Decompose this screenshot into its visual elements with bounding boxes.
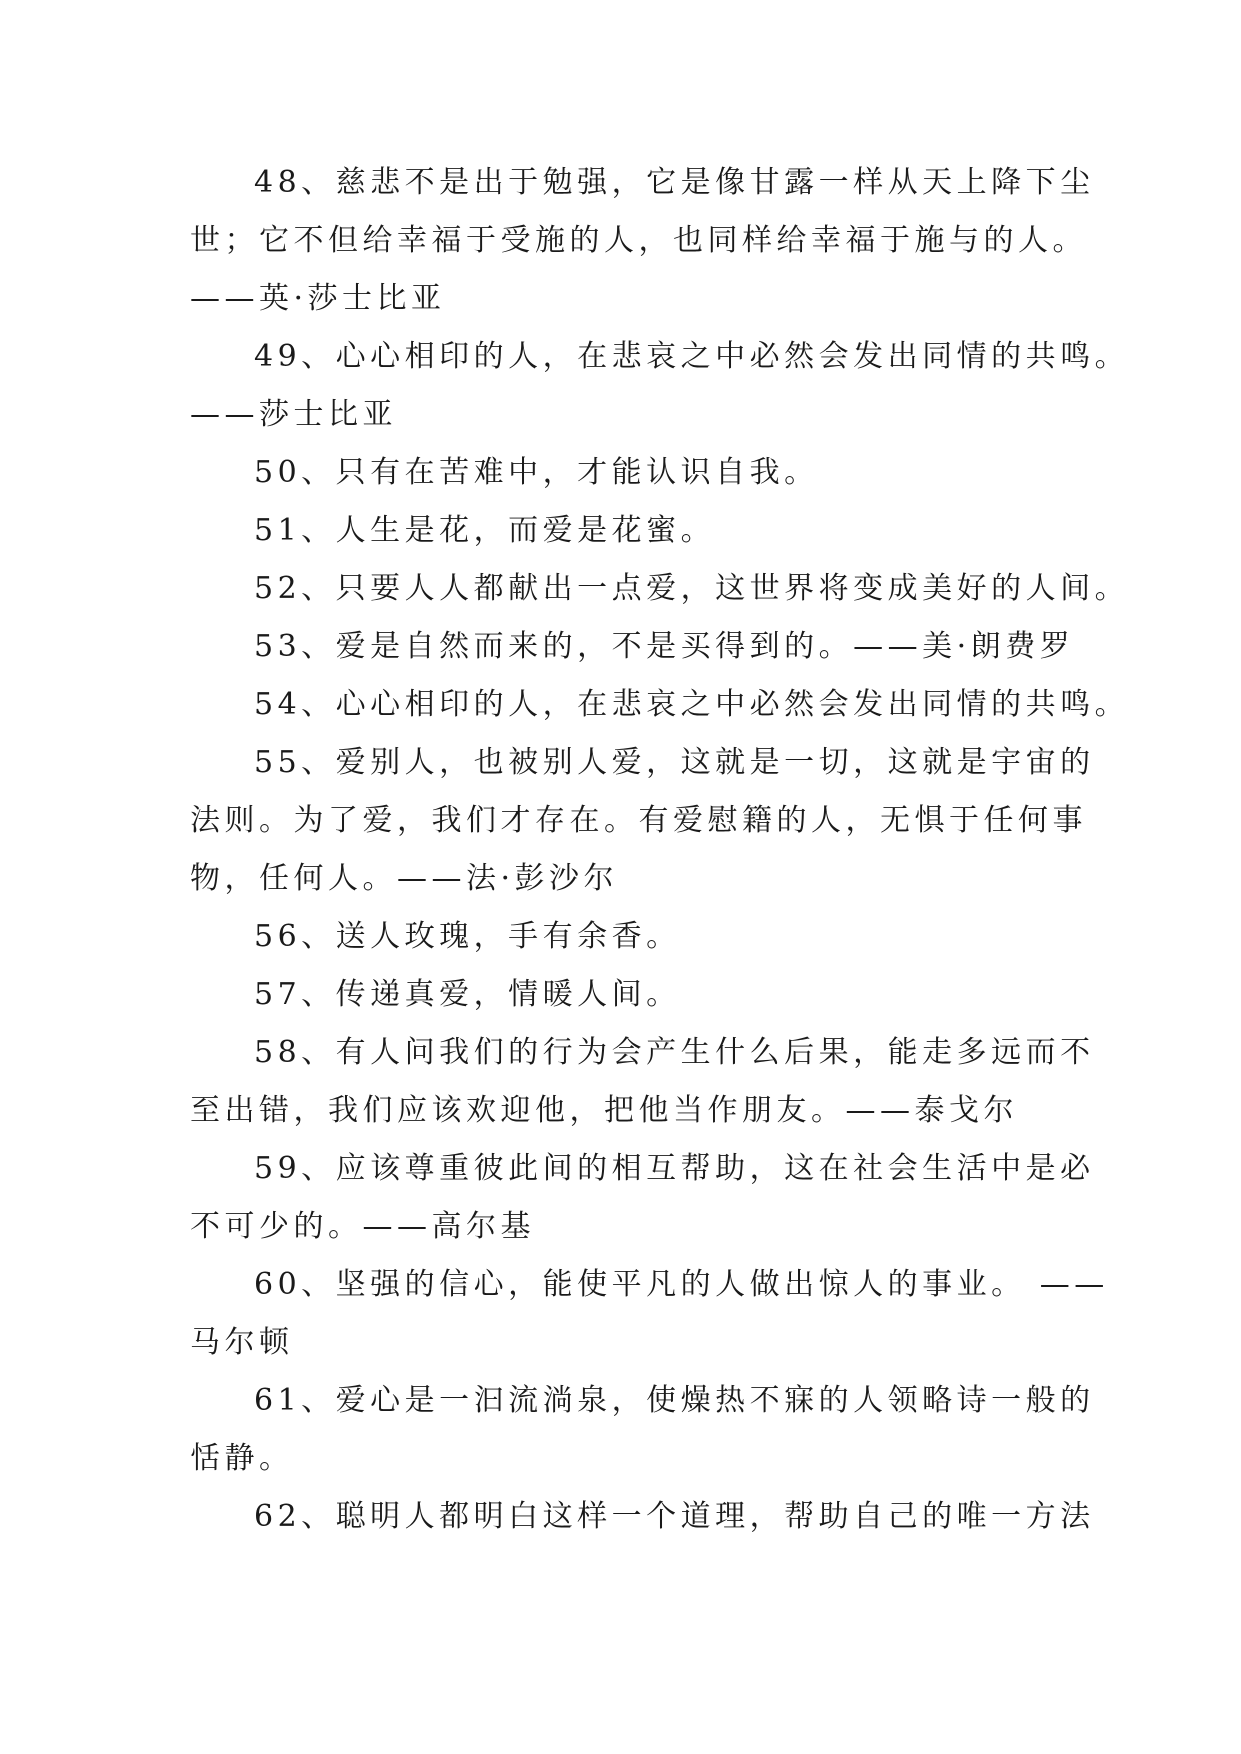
text-line: 50、只有在苦难中，才能认识自我。 bbox=[254, 455, 819, 490]
text-line: 恬静。 bbox=[190, 1441, 294, 1476]
text-line: 51、人生是花，而爱是花蜜。 bbox=[254, 513, 716, 548]
text-line: 世；它不但给幸福于受施的人，也同样给幸福于施与的人。 bbox=[190, 223, 1087, 258]
text-line: 60、坚强的信心，能使平凡的人做出惊人的事业。 —— bbox=[254, 1267, 1109, 1302]
text-line: 法则。为了爱，我们才存在。有爱慰籍的人，无惧于任何事 bbox=[190, 803, 1087, 838]
text-line: 52、只要人人都献出一点爱，这世界将变成美好的人间。 bbox=[254, 571, 1130, 606]
text-line: ——英·莎士比亚 bbox=[190, 281, 446, 316]
document-body bbox=[190, 154, 1130, 1546]
text-line: 物，任何人。——法·彭沙尔 bbox=[190, 861, 619, 896]
text-line: 58、有人问我们的行为会产生什么后果，能走多远而不 bbox=[254, 1035, 1095, 1070]
text-line: 49、心心相印的人，在悲哀之中必然会发出同情的共鸣。 bbox=[254, 339, 1130, 374]
text-line: 48、慈悲不是出于勉强，它是像甘露一样从天上降下尘 bbox=[254, 165, 1095, 200]
text-line: 不可少的。——高尔基 bbox=[190, 1209, 535, 1244]
text-line: ——莎士比亚 bbox=[190, 397, 397, 432]
text-line: 53、爱是自然而来的，不是买得到的。——美·朗费罗 bbox=[254, 629, 1075, 664]
text-line: 59、应该尊重彼此间的相互帮助，这在社会生活中是必 bbox=[254, 1151, 1095, 1186]
text-line: 54、心心相印的人，在悲哀之中必然会发出同情的共鸣。 bbox=[254, 687, 1130, 722]
text-line: 56、送人玫瑰，手有余香。 bbox=[254, 919, 681, 954]
text-line: 61、爱心是一汩流淌泉，使燥热不寐的人领略诗一般的 bbox=[254, 1383, 1095, 1418]
text-line: 62、聪明人都明白这样一个道理，帮助自己的唯一方法 bbox=[254, 1499, 1095, 1534]
text-line: 55、爱别人，也被别人爱，这就是一切，这就是宇宙的 bbox=[254, 745, 1095, 780]
text-line: 至出错，我们应该欢迎他，把他当作朋友。——泰戈尔 bbox=[190, 1093, 1018, 1128]
text-line: 57、传递真爱，情暖人间。 bbox=[254, 977, 681, 1012]
text-line: 马尔顿 bbox=[190, 1325, 294, 1360]
